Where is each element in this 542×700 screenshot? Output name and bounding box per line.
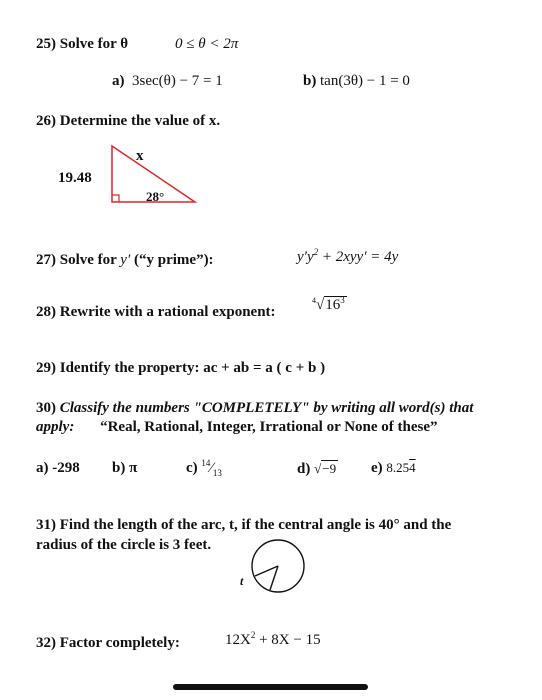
triangle-side-label: 19.48	[58, 170, 92, 186]
q32-label: 32) Factor completely:	[36, 635, 180, 651]
q25-label: 25) Solve for θ	[36, 36, 129, 52]
q30-apply: apply:	[36, 419, 75, 435]
q30-d-label: d)	[297, 461, 311, 477]
triangle-angle-label: 28°	[146, 189, 165, 204]
q30-line1	[36, 400, 473, 417]
q25b-expr: tan(3θ) − 1 = 0	[320, 73, 410, 89]
triangle-hyp-label: x	[136, 148, 144, 164]
q32-expr-b: + 8X − 15	[259, 632, 321, 648]
q25a-expr: 3sec(θ) − 7 = 1	[132, 73, 223, 89]
q30-d	[297, 460, 338, 478]
q30-number: 30)	[36, 400, 56, 416]
q27-suffix: (“y prime”):	[134, 252, 214, 268]
q31-line1: 31) Find the length of the arc, t, if the central angle is 40° and the	[36, 517, 452, 533]
q30-a: a) -298	[36, 460, 80, 476]
q26-label: 26) Determine the value of x.	[36, 113, 221, 129]
q30-d-val: √−9	[314, 461, 337, 476]
q30-e	[371, 460, 416, 477]
q25a-label: a)	[112, 73, 125, 89]
arc-label: t	[240, 574, 244, 588]
q32-expr-a: 12X	[225, 632, 251, 648]
q30-e-label: e)	[371, 460, 383, 476]
right-angle-marker	[112, 195, 119, 202]
q30-c-fraction: $^{14}⁄_{13}$	[201, 458, 222, 478]
q30-c	[186, 460, 222, 477]
q30-instruction: Classify the numbers "COMPLETELY" by writing all word(s) that	[59, 400, 474, 416]
q28-index: 4	[312, 296, 316, 305]
q29-label: 29) Identify the property: ac + ab = a ( c + b )	[36, 360, 326, 376]
q30-line2	[36, 419, 438, 436]
q28-radical	[312, 296, 347, 314]
q27-eq-a: y′y	[297, 249, 314, 265]
q30-e-val: 8.254	[386, 460, 416, 475]
q25b-label: b)	[303, 73, 317, 89]
q28-label: 28) Rewrite with a rational exponent:	[36, 304, 276, 320]
q32-expression: $12X^2 + 8X - 15$	[225, 630, 321, 648]
q27-var: y′	[120, 252, 131, 268]
q27-eq-b: + 2xyy′ = 4y	[321, 249, 399, 265]
home-indicator[interactable]	[173, 684, 368, 690]
q30-c-label: c)	[186, 460, 198, 476]
q30-b-label: b)	[112, 460, 126, 476]
q30-b	[112, 460, 137, 477]
circle-diagram	[248, 536, 308, 596]
q28-base: 16	[325, 297, 341, 313]
q30-options: “Real, Rational, Integer, Irrational or None of these”	[100, 419, 438, 435]
q25-domain: 0 ≤ θ < 2π	[175, 36, 239, 52]
q30-b-val: π	[129, 460, 138, 476]
q31-line2: radius of the circle is 3 feet.	[36, 537, 212, 553]
radical-sign: √	[316, 297, 325, 313]
q27-label-text: 27) Solve for	[36, 252, 117, 268]
q28-power: 3	[340, 295, 345, 305]
q27-label	[36, 252, 214, 269]
q27-equation: $y'y^2 + 2xyy' = 4y$	[297, 247, 399, 265]
